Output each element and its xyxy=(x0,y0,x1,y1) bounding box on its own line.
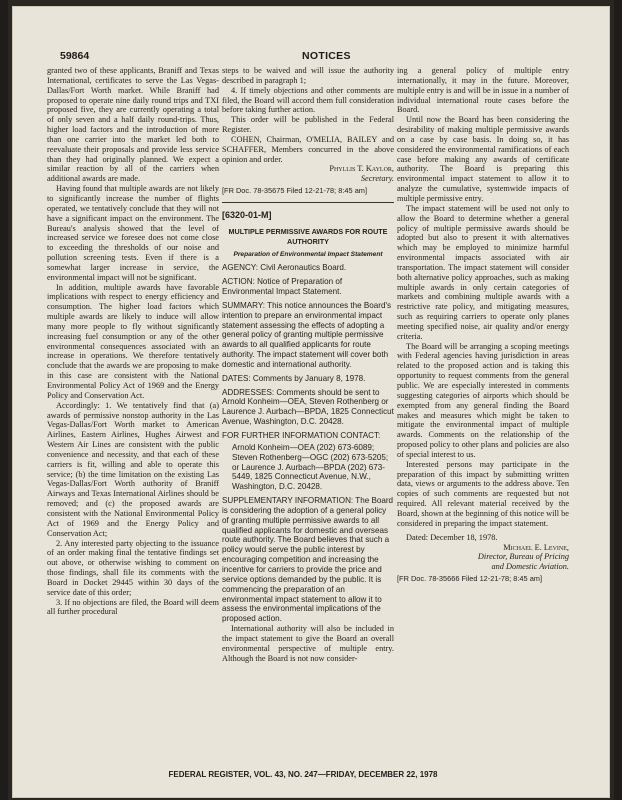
signature-name: Phyllis T. Kaylor, xyxy=(329,164,394,174)
paragraph: 3. If no objections are filed, the Board will deem all further procedural xyxy=(47,597,219,617)
supplementary-block: SUPPLEMENTARY INFORMATION: The Board is considering the adoption of a general policy of granting multiple permissive awards to all qualified applicants for domestic and overseas route authority. The Board believes that such a policy would serve the public interest by encouraging competition and increasing the incentive for carriers to provide the price and service options demanded by the public. It is commencing the preparation of an environmental impact statement to allow it to assess the environmental implications of the proposed action. xyxy=(222,496,394,624)
fr-doc-line: [FR Doc. 78-35666 Filed 12-21-78; 8:45 am] xyxy=(397,574,543,584)
paragraph: ing a general policy of multiple entry internationally, it may in the future. Moreover, multiple entry is and will be in issue in a number of individual international route cases before the Board. xyxy=(397,66,569,115)
dated-line: Dated: December 18, 1978. xyxy=(406,532,498,542)
page-footer: FEDERAL REGISTER, VOL. 43, NO. 247—FRIDAY, DECEMBER 22, 1978 xyxy=(168,770,438,779)
column-3 xyxy=(397,66,569,756)
dates-block: DATES: Comments by January 8, 1978. xyxy=(222,373,366,383)
paragraph: The Board will be arranging a scoping meetings with Federal agencies having jurisdiction in areas related to the proposed action and is taking this opportunity to request comments from the general public. We are especially interested in comments suggesting categories of airports which should be exempted from any general finding the Board makes and measures which might be taken to mitigate the environmental impact of multiple awards. Comments on the relationship of the proposed policy to other plans and policies are also of special interest to us. xyxy=(397,341,569,459)
contact-heading: FOR FURTHER INFORMATION CONTACT: xyxy=(222,431,381,440)
column-2 xyxy=(222,66,394,756)
signature-title: Director, Bureau of Pricing xyxy=(477,552,569,562)
action-line: ACTION: Notice of Preparation of Environmental Impact Statement. xyxy=(222,277,343,297)
column-1 xyxy=(47,66,219,756)
paragraph: Until now the Board has been considering the desirability of making multiple permissive awards on a case by case basis. In doing so, it has considered the environmental ramifications of each case before making any awards of certificate authority. The Board is preparing this environmental impact statement to allow it to analyze the cumulative, systemwide impacts of multiple permissive entry. xyxy=(397,115,569,203)
paragraph: International authority will also be included in the impact statement to give the Board an overall environmental perspective of multiple entry. Although the Board is not now consider- xyxy=(222,624,394,663)
page-number: 59864 xyxy=(60,50,90,62)
paragraph: Interested persons may participate in the preparation of this impact by submitting written data, views or arguments to the address above. Ten copies of such comments are requested but not required. All relevant material received by the Board, shown at the beginning of this notice will be considered in preparing the impact statement. xyxy=(397,459,569,528)
summary-block: SUMMARY: This notice announces the Board's intention to prepare an environmental impact statement assessing the effects of adopting a general policy of granting multiple permissive awards to all qualified applicants for route authority. The impact statement will cover both domestic and international authority. xyxy=(222,300,392,369)
signature-title: and Domestic Aviation. xyxy=(491,562,569,572)
scan-border-right xyxy=(614,0,622,800)
addresses-block: ADDRESSES: Comments should be sent to Arnold Konheim—OEA, Steven Rothenberg or Laurence J. Aurbach—BPDA, 1825 Connecticut Avenue, Washington, D.C. 20428. xyxy=(222,387,394,427)
paragraph: steps to be waived and will issue the authority described in paragraph 1; xyxy=(222,66,394,85)
scan-border-left xyxy=(0,0,8,800)
paragraph: granted two of these applicants, Braniff and Texas International, certificates to serve the Las Vegas-Dallas/Fort Worth market. While Braniff had proposed to operate nine daily round trips and TXI proposed five, they are currently operating a total of only seven and a half daily round-trips. Thus, higher load factors and the introduction of more than one carrier into the market led both to reevaluate their proposals and provide less service than they had originally planned. We expect a similar reaction by all of the carriers when additional awards are made. xyxy=(47,66,219,184)
section-divider xyxy=(222,202,394,203)
fr-doc-line: [FR Doc. 78-35675 Filed 12-21-78; 8:45 am] xyxy=(222,186,368,196)
agency-line: AGENCY: Civil Aeronautics Board. xyxy=(222,263,347,273)
paragraph: Having found that multiple awards are not likely to significantly increase the number of flights operated, we tentatively conclude that they will not have a significant impact on the environment. The Bureau's analysis showed that the level of increased service we foresee does not come close to exceeding the thresholds of our noise and pollution screening tests. Even if there is a somewhat larger increase in service, the environmental impact will not be significant. xyxy=(47,184,219,282)
paragraph: In addition, multiple awards have favorable implications with respect to energy efficiency and consumption. The higher load factors which multiple awards are likely to induce will allow many more people to fly without significantly increasing fuel consumption or any of the other environmental consequences associated with an increase in operations. We therefore tentatively conclude that the awards we are proposing to make in this case are consistent with the National Environmental Policy Act of 1969 and the Energy Policy and Conservation Act. xyxy=(47,282,219,400)
notice-title: MULTIPLE PERMISSIVE AWARDS FOR ROUTE AUTHORITY xyxy=(228,226,388,246)
contact-block: Arnold Konheim—OEA (202) 673-6089; Steven Rothenberg—OGC (202) 673-5205; or Laurence J. Aurbach—BPDA (202) 673-5449, 1825 Connecticut Avenue, N.W., Washington, D.C. 20428. xyxy=(232,442,389,492)
paragraph: 2. Any interested party objecting to the issuance of an order making final the tentative findings set out above, or otherwise wishing to comment on those findings, shall file its comments with the Board in Docket 29445 within 30 days of the service date of this order; xyxy=(47,538,219,597)
notice-subtitle: Preparation of Environmental Impact Statement xyxy=(233,250,383,258)
paragraph: Accordingly: 1. We tentatively find that (a) awards of permissive nonstop authority in the Las Vegas-Dallas/Fort Worth market to American Airlines, Eastern Airlines, Hughes Airwest and Western Air Lines are consistent with the public convenience and necessity, and that each of these carriers is fit, willing and able to operate this service; (b) the time limitation on the existing Las Vegas-Dallas/Fort Worth authority of Braniff Airways and Texas International Airlines should be removed; and (c) the proposed awards are consistent with the National Environmental Policy Act of 1969 and the Energy Policy and Conservation Act; xyxy=(47,400,219,538)
paragraph: COHEN, Chairman, O'MELIA, BAILEY and SCHAFFER, Members concurred in the above opinion and order. xyxy=(222,134,394,164)
paragraph: This order will be published in the Federal Register. xyxy=(222,115,394,135)
paragraph: The impact statement will be used not only to allow the Board to determine whether a general policy of multiple permissive awards should be adopted but also to present it with alternatives which may be employed to minimize harmful environmental impacts associated with air transportation. The impact statement will consider both alternative policy approaches, such as making multiple awards in only certain categories of markets and combining multiple awards with a restrictive rate policy, and mitigating measures, such as requiring carriers to operate only planes meeting specified noise, air quality and/or energy criteria. xyxy=(397,203,569,341)
section-title: NOTICES xyxy=(302,50,351,62)
document-id: [6320-01-M] xyxy=(222,209,272,220)
signature-title: Secretary. xyxy=(360,174,394,184)
signature-name: Michael E. Levine, xyxy=(503,542,569,552)
paragraph: 4. If timely objections and other comments are filed, the Board will accord them full consideration before taking further action. xyxy=(222,85,394,115)
